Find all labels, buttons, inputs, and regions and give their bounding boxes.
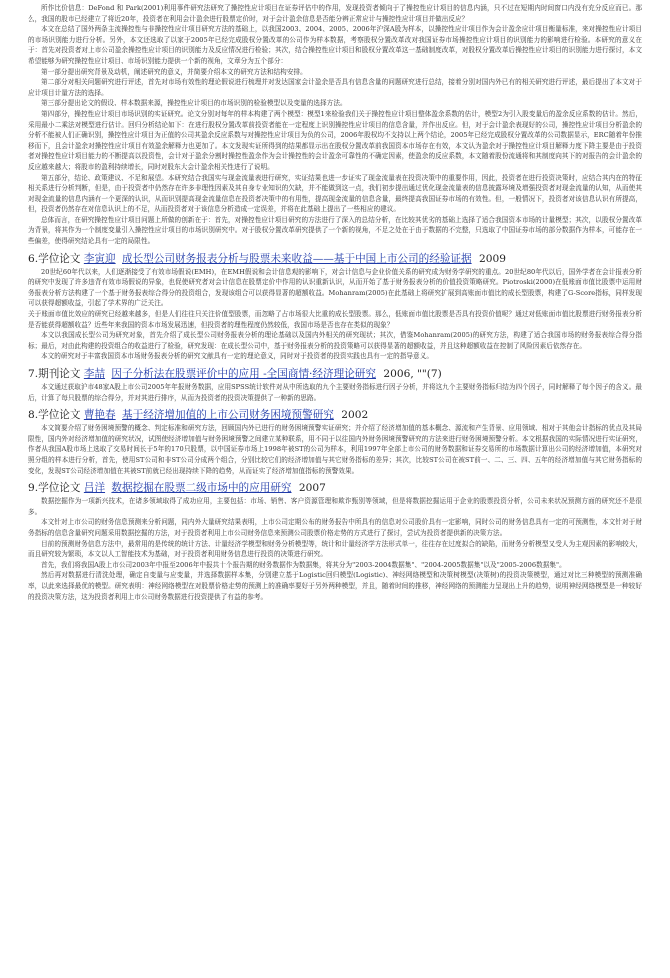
- paragraph: 第五部分，结论、政策建议、不足和展望。本研究结合我国实与现金流量表进行研究，实证结果也进一步证实了现金流量表在投资决策中的重要作用，因此，投资者在进行投资决策时，应结合其内在的特征相关系进行分析判断，但是，由于投资者中仍然存在许多非理性因素及其自身专业知识的欠缺，并不能做到这一点，我们初步提出通过优化现金流量表的信息披露环境及增强投资者对现金流量的认知，从而使其对现金流量的信息内涵有一个更深的认识，从而识别提高现金流量信息在投资者决策中的有用性，提高现金流量的信息含量，最终提高我国证券市场的有效性。但，一般情况下，投资者对该信息认识有所提高，但，投资者仍然存在对信息认识上的不足，从而投资者对于该信息分析造成一定误差，并将在此基础上提出了一些相应的建议。: [28, 173, 642, 214]
- entry-type: 学位论文: [38, 252, 81, 265]
- entry-year: 2002: [341, 409, 369, 422]
- paragraph: 第四部分，操控性应计项目市场识别的实证研究。论文分别对每年的样本构建了两个模型：模型1来检验我们关于操控性应计项目整体盈余系数的估计，模型2为引入股变量后的盈余反应系数的估计。然后，采用最小二乘法对模型进行估计。回归分析结论如下：在进行股权分置改革前投资者能在一定程度上识别操控性应计项目的信息含量，并作出反应。但，对于会计盈余表现好的公司，操控性应计项目分析盈余的分析不能被人们正确识别，操控性应计项目为正值的公司其盈余反应系数与对操控性应计项目为负的公司，2006年股权均不支持以上两个结论，2005年已经完成股权分置改革的公司数据显示，ERC随着年份推移而下，且会计盈余对操控性应计项目有效盈余解释力也更加了。本文发现实证所得到的结果都显示出在股权分置改革前我国资本市场存在有效，本文认为盈余对于操控性应计项目解释力度下降主要是由于投资者对操控性应计项目能力的不断提高以投资性，会计对于盈余分割时操控性盈余作为会计操控性的会计盈余可靠性的不确定因素，使盈余的反应系数，本文随着股份流通将和其制度向其下的对报告的会计盈余的反应越来越大；将股市的盈利持续增长，同时对股东大会计盈余相关性进行了说明。: [28, 109, 642, 171]
- abstract-paragraph: 本文简要介绍了财务困境预警的概念、判定标准和研究方法，回顾国内外已进行的财务困境预警实证研究；并介绍了经济增加值的基本概念、源流和产生背景、应用领域、相对于其他会计指标的优点及其局限性，国内外对经济增加值的研究状况，试图使经济增加值与财务困境预警之间建立某种联系，用不同于以往国内外财务困境预警研究的方法来进行财务困境预警分析。本文根据我国的实际情况进行实证研究，作者从我国A股市场上选取了交易时间长于5年的170只股票，以中国证券市场上1998年被ST的公司为样本，利用1997年全部上市公司的财务数据和证券交易所的市场数据计算出公司的经济增加值，本研究对照分组的样本进行分析，首先，使用ST公司和非ST公司分成两个组合，分别比较它们的经济增加值与其它财务指标的差异；其次，比较ST公司在被ST前一、二、三、四、五年的经济增加值与其它财务指标的变化，发现ST公司经济增加值在其被ST前就已经出现持续下降的趋势，从而证实了经济增加值指标的预警效果。: [28, 424, 642, 475]
- author-link[interactable]: 李寅迎: [83, 252, 116, 265]
- entry-year: 2009: [478, 252, 506, 265]
- abstract-paragraph: 20世纪60年代以来，人们逐渐接受了有效市场假说(EMH)，在EMH假说和会计信息观的影响下，对会计信息与企业价值关系的研究成为财务学研究的重点。20世纪80年代以后，国外学者在会计报表分析的研究中发现了许多违背有效市场假说的异象，也促使研究者对会计信息在股票定价中作用的认识重新认识，从而开始了基于财务报表分析的价值投资策略研究。Piotroski(2000)在低账面市值比股票中运用财务报表分析方法构建了一个基于财务报表综合得分的投资组合，发现该组合可以获得显著的超额收益。Mohanram(2005)在此基础上将研究扩展到高账面市值比的成长型股票，构建了G-Score指标，同样发现可以获得超额收益，引起了学术界的广泛关注。: [28, 267, 642, 308]
- paragraph: 所作比价信息：DeFond 和 Park(2001)利用事件研究法研究了操控性应计项目在证券评估中的作用，发现投资者倾向于了操控性应计项目的信息内涵，只不过在短期内时间窗口内没有充分反应而已。那么，我国的股市已经建立了将近20年，投资者在利用会计盈余进行股票定价时，对于会计盈余信息是否能分辨正常应计与操控性应计项目并做出反应？: [28, 4, 642, 23]
- abstract-paragraph: 目前的预测财务信息方法中，最常用的是传统的统计方法、计量经济学模型和财务分析模型等，统计和计量经济学方法形式单一，往往存在过度拟合的缺陷，而财务分析模型又受人为主观因素的影响较大，而且研究较为繁琐，本文以人工智能技术为基础，对于投资者利用财务信息进行投资的决策进行研究。: [28, 539, 642, 559]
- title-link[interactable]: 因子分析法在股票评价中的应用 -全国商情·经济理论研究: [111, 368, 376, 380]
- entry-heading: [28, 252, 642, 266]
- author-link[interactable]: 李喆: [83, 368, 106, 380]
- paragraph: 第二部分对相关问题研究进行评述，首先对市场有效性的理论假说进行梳理并对发达国家会计盈余是否具有信息含量的问题研究进行总结，接着分别对国内外已有的相关研究进行评述，最后提出了本文对于应计项目计量方法的选择。: [28, 78, 642, 97]
- abstract-paragraph: 数据挖掘作为一项新兴技术，在诸多领域取得了成功应用，主要包括：市场、销售、客户资源管理和欺诈甄别等领域，但是将数据挖掘运用于企业的股票投资分析，公司未来状况预测方面的研究还不是很多。: [28, 497, 642, 516]
- entry-heading: [28, 367, 642, 381]
- entry-heading: [28, 408, 642, 422]
- title-link[interactable]: 基于经济增加值的上市公司财务困境预警研究: [122, 409, 334, 422]
- abstract-paragraph: 本文以我国成长型公司为研究对象，首先介绍了成长型公司财务报表分析的理论基础以及国内外相关的研究现状；其次，借鉴Mohanram(2005)的研究方法，构建了适合我国市场的财务报表综合得分指标；最后，对由此构建的投资组合的收益进行了检验，研究发现：在成长型公司中，基于财务报表分析的投资策略可以获得显著的超额收益，并且这种超额收益在控制了风险因素后依然存在。: [28, 331, 642, 350]
- search-results-page: [28, 0, 642, 602]
- title-link[interactable]: 成长型公司财务报表分析与股票未来收益——基于中国上市公司的经验证据: [122, 252, 472, 265]
- abstract-paragraph: 本文针对上市公司的财务信息预测来分析问题，同内外大量研究结果表明，上市公司定期公布的财务报告中所具有的信息对公司股价具有一定影响，同时公司的财务信息具有一定的可预测性，本文针对于财务指标的信息含量研究问题采用数据挖掘的方法，对于投资者利用上市公司财务信息来预测公司股票价格走势的方式进行了探讨，尝试为投资者提供新的决策方法。: [28, 518, 642, 537]
- paragraph: 总体而言，在研究操控性应计项目问题上所做的创新在于：首先，对操控性应计项目研究的方法进行了深入的总结分析，在比较其优劣的基础上选择了适合我国资本市场的计量模型；其次，以股权分置改革为背景，将其作为一个制度变量引入操控性应计项目的市场识别研究中。对于股权分置改革研究提供了一个新的视角，不足之处在于由于数据的不完整，只选取了中国证券市场的部分数据作为样本，可能存在一些偏差，使得研究结论具有一定的局限性。: [28, 215, 642, 246]
- abstract-paragraph: 本文的研究对于丰富我国资本市场财务报表分析的研究文献具有一定的理论意义，同时对于投资者的投资实践也具有一定的指导意义。: [41, 352, 433, 361]
- result-entry: [28, 252, 642, 362]
- top-section: [28, 3, 642, 247]
- title-link[interactable]: 数据挖掘在股票二级市场中的应用研究: [111, 482, 292, 495]
- result-entry: [28, 367, 642, 403]
- entry-type: 学位论文: [38, 409, 81, 422]
- paragraph: 第三部分提出论文的假设、样本数据来源，操控性应计项目的市场识别的检验模型以及变量的选择方法。: [41, 99, 347, 108]
- entry-number: 9.: [28, 482, 39, 495]
- abstract-paragraph: 关于账面市值比效应的研究已经越来越多，但是人们往往只关注价值型股票，而忽略了占市场很大比重的成长型股票。那么，低账面市值比股票是否具有投资价值呢？通过对低账面市值比股票进行财务报表分析是否能获得超额收益？近些年来我国的资本市场发展迅速，但投资者的理性程度仍然较低，我国市场是否也存在类似的现象？: [28, 310, 642, 329]
- author-link[interactable]: 吕洋: [83, 482, 106, 495]
- paragraph: 本文在总结了国外两条主流操控性与非操控性应计项目研究方法的基础上，以我国2003、2004、2005、2006年沪深A股为样本，以操控性应计项目作为会计盈余应计项目衡量标准，来对操控性应计项目的市场识别能力进行分析。另外，本文还选取了以家于2005年已经完成股权分置改革的公司作为样本数据，考察股权分置改革改对我国证券市场操控性应计项目的识别能力的影响进行检验。本研究的意义在于：首先对投资者对上市公司盈余操控性应计项目的识别能力及反应情况进行检验；其次，结合操控性应计项目和股权分置改革这一基础制度改革，对股权分置改革后操控性应计项目的识别能力进行探讨，本文希望能够为研究操控性应计项目、市场识别能力提供一个新的视角，文章分为五个部分：: [28, 25, 642, 65]
- result-entry: [28, 481, 642, 602]
- abstract-paragraph: 然后再对数据进行清洗处理，确定自变量与应变量，并选择数据样本集，分别建立基于Logistic回归模型(Logistic)、神经网络模型和决策树模型(决策树)的投资决策模型，通过对比三种模型的预测准确率，以此来选择最优的模型。研究表明：神经网络模型在对股票价格走势的预测上的准确率要好于另外两种模型，并且，随着时间的推移，神经网络的预测能力呈现出上升的趋势，说明神经网络模型是一种较好的投资决策方法，这为投资者利用上市公司财务数据进行投资提供了有益的参考。: [28, 571, 642, 601]
- entry-number: 8.: [28, 409, 39, 422]
- paragraph: 第一部分提出研究背景及动机，阐述研究的意义，并简要介绍本文的研究方法和结构安排。: [41, 67, 307, 76]
- entry-number: 6.: [28, 252, 39, 265]
- entry-year: 2006, ""(7): [383, 368, 442, 380]
- abstract-paragraph: 首先，我们将我国A股上市公司2003年中报至2006年中报共十个报告期的财务数据作为数据集，将其分为"2003-2004数据集"、"2004-2005数据集"以及"2005-2006数据集"。: [41, 560, 566, 569]
- author-link[interactable]: 曹艳春: [83, 409, 116, 422]
- entry-number: 7.: [28, 368, 39, 380]
- entry-type: 期刊论文: [38, 368, 81, 380]
- result-entry: [28, 408, 642, 476]
- entry-heading: [28, 481, 642, 495]
- abstract-paragraph: 本文通过获取沪市48家A股上市公司2005年年报财务数据，应用SPSS统计软件对从中所选取的九个主要财务指标进行因子分析，并将这九个主要财务指标归结为四个因子，同时解释了每个因子的含义。最后，计算了每只股票的综合得分，并对其进行排序，从而为投资者的投资决策提供了一种新的思路。: [28, 383, 642, 402]
- entry-year: 2007: [298, 482, 326, 495]
- entry-type: 学位论文: [38, 482, 81, 495]
